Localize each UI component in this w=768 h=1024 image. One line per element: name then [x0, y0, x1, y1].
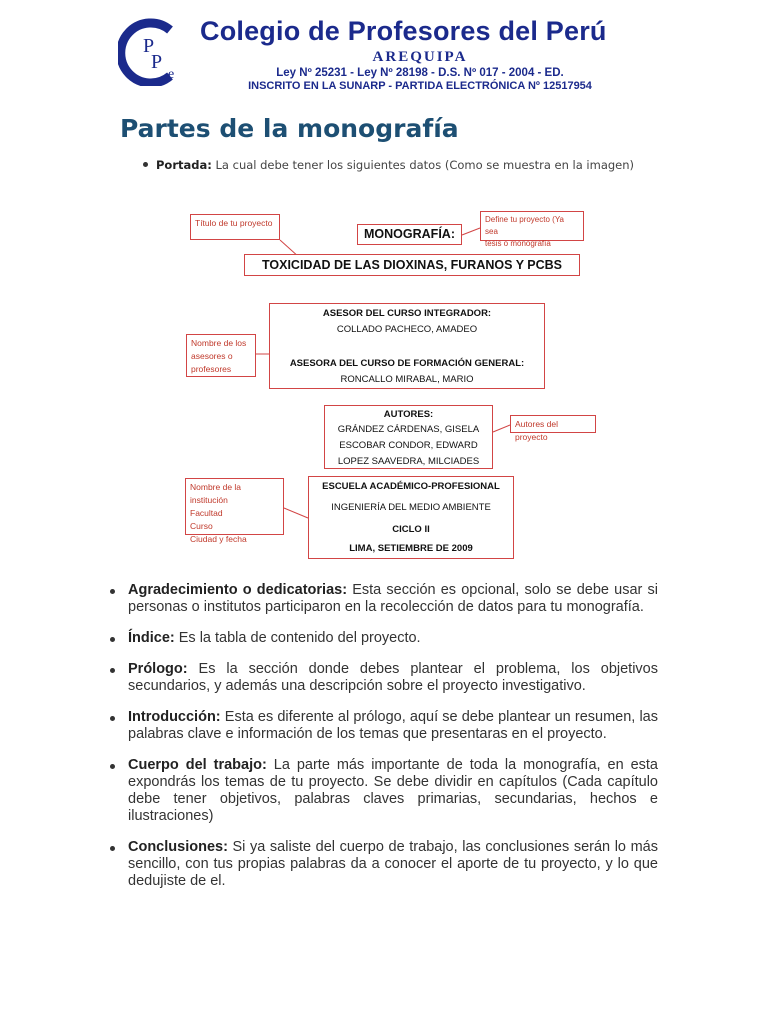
note-advisors — [186, 334, 256, 377]
section-label: Introducción: — [128, 709, 221, 725]
project-title: TOXICIDAD DE LAS DIOXINAS, FURANOS Y PCBS — [261, 258, 563, 272]
type-label: MONOGRAFÍA: — [364, 227, 455, 241]
logo-letter-p1: P — [143, 35, 155, 57]
advisor-name-2: RONCALLO MIRABAL, MARIO — [340, 374, 474, 385]
list-item — [108, 709, 658, 743]
note-institution-line-2: Facultad — [190, 508, 223, 518]
institution-box — [308, 476, 514, 559]
note-type-line-2: tesis o monografía — [485, 239, 551, 248]
institution-city: AREQUIPA — [372, 49, 468, 65]
author-2: ESCOBAR CONDOR, EDWARD — [339, 440, 478, 451]
advisor-name-1: COLLADO PACHECO, AMADEO — [336, 324, 478, 335]
note-institution-line-4: Ciudad y fecha — [190, 534, 247, 544]
institution-place-date: LIMA, SETIEMBRE DE 2009 — [349, 543, 473, 554]
section-text: Esta es diferente al prólogo, aquí se debe plantear un resumen, las palabras clave e información de los temas que presentaras en el proyecto. — [128, 709, 658, 742]
section-text: Esta sección es opcional, solo se debe usar si personas o institutos participaron en la recolección de datos para tu monografía. — [128, 582, 658, 615]
institution-name: Colegio de Profesores del Perú — [200, 16, 607, 46]
section-label: Cuerpo del trabajo: — [128, 757, 267, 773]
section-text: Es la tabla de contenido del proyecto. — [174, 630, 421, 646]
note-institution-line-3: Curso — [190, 521, 213, 531]
institution-registry: INSCRITO EN LA SUNARP - PARTIDA ELECTRÓNICA Nº 12517954 — [248, 80, 592, 92]
note-type-line-1: Define tu proyecto (Ya sea — [485, 215, 565, 236]
advisor-heading-1: ASESOR DEL CURSO INTEGRADOR: — [322, 308, 492, 319]
note-authors-text: Autores del proyecto — [515, 419, 558, 442]
section-text: Es la sección donde debes plantear el problema, los objetivos secundarios, y además una descripción sobre el proyecto investigativo. — [128, 661, 658, 694]
logo-letter-e: e — [168, 67, 175, 82]
institution-school: ESCUELA ACADÉMICO-PROFESIONAL — [322, 481, 500, 492]
list-item — [108, 582, 658, 616]
note-authors — [510, 415, 596, 442]
section-label: Prólogo: — [128, 661, 188, 677]
institution-law: Ley Nº 25231 - Ley Nº 28198 - D.S. Nº 017 - 2004 - ED. — [276, 67, 564, 79]
section-label: Conclusiones: — [128, 839, 228, 855]
institution-cycle: CICLO II — [392, 524, 430, 535]
section-text: La parte más importante de toda la monografía, en esta expondrás los temas de tu proyecto. Se debe dividir en capítulos (Cada capítulo debe tener objetivos, palabras claves primarias, secundarias, hechos e ilustraciones) — [128, 757, 658, 824]
note-institution — [185, 478, 284, 544]
note-advisors-line-3: profesores — [191, 364, 232, 374]
authors-heading: AUTORES: — [383, 409, 434, 420]
list-item — [108, 661, 658, 695]
connector-type — [462, 228, 480, 235]
note-institution-line-1: Nombre de la institución — [190, 482, 242, 505]
section-label: Índice: — [128, 630, 175, 646]
sections-list — [108, 582, 658, 904]
type-label-box — [357, 224, 462, 245]
list-item — [108, 757, 658, 825]
note-advisors-line-2: asesores o — [191, 351, 233, 361]
author-1: GRÁNDEZ CÁRDENAS, GISELA — [337, 424, 480, 435]
note-advisors-line-1: Nombre de los — [191, 338, 247, 348]
section-label: Agradecimiento o dedicatorias: — [128, 582, 348, 598]
note-title — [190, 214, 280, 240]
list-item — [108, 630, 658, 647]
list-item — [108, 839, 658, 890]
note-title-text: Título de tu proyecto — [195, 218, 273, 228]
institution-faculty: INGENIERÍA DEL MEDIO AMBIENTE — [331, 502, 491, 513]
author-3: LOPEZ SAAVEDRA, MILCIADES — [337, 456, 480, 467]
note-type — [480, 211, 584, 248]
cover-bullet-text: La cual debe tener los siguientes datos (Como se muestra en la imagen) — [211, 158, 635, 172]
cover-bullet-label: Portada: — [156, 158, 212, 172]
page-title: Partes de la monografía — [120, 114, 459, 143]
project-title-box — [244, 254, 580, 276]
advisors-box — [269, 303, 545, 389]
section-text: Si ya saliste del cuerpo de trabajo, las conclusiones serán lo más sencillo, con tus propias palabras da a conocer el aporte de tu proyecto, y lo que dedujiste de el. — [128, 839, 658, 889]
logo-letter-p2: P — [151, 51, 163, 73]
authors-box — [324, 405, 493, 469]
connector-authors — [493, 425, 510, 432]
connector-institution — [284, 508, 308, 518]
advisor-heading-2: ASESORA DEL CURSO DE FORMACIÓN GENERAL: — [289, 358, 525, 369]
